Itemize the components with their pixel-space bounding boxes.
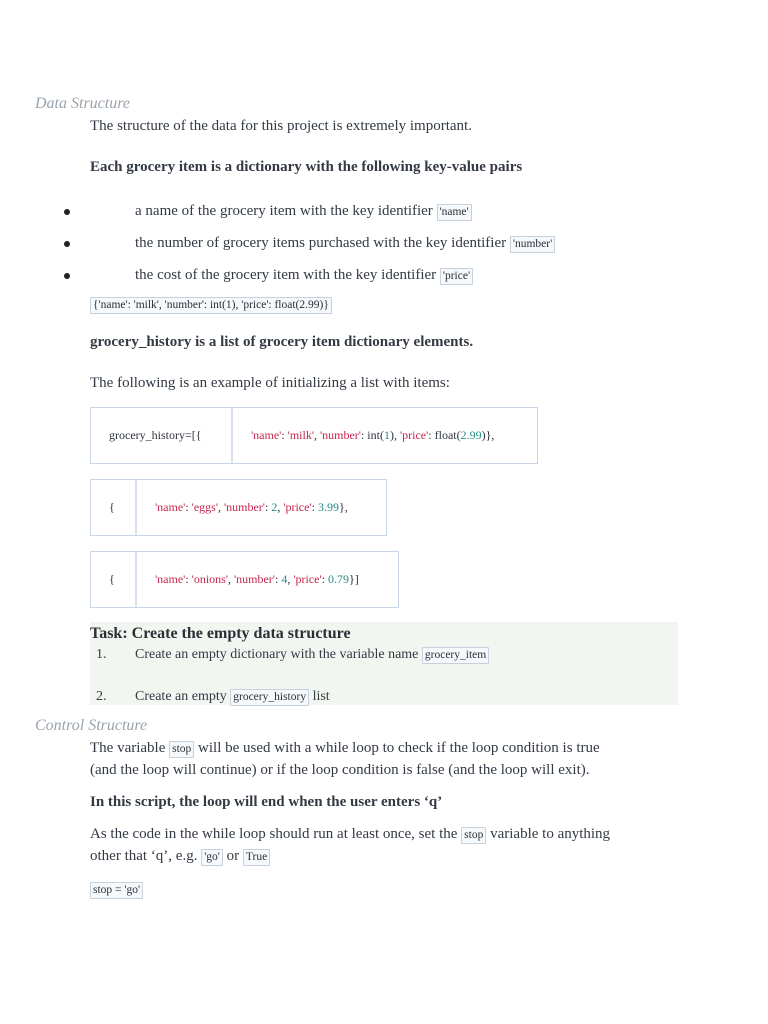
inline-code: 'number' — [510, 236, 555, 253]
inline-code: True — [243, 849, 270, 866]
code-row-rhs: 'name' : 'eggs' , 'number' : 2 , 'price' : 3.99 }, — [155, 500, 348, 514]
example-dict-code: {'name': 'milk', 'number': int(1), 'price': float(2.99)} — [90, 297, 332, 314]
task-step: Create an empty dictionary with the variable name grocery_item — [135, 647, 489, 664]
loop-end-heading: In this script, the loop will end when the user enters ‘q’ — [90, 794, 443, 810]
code-row-lhs: { — [91, 552, 137, 607]
bullet-text: the cost of the grocery item with the key identifier — [135, 267, 437, 283]
list-item — [0, 200, 768, 224]
inline-code: 'name' — [437, 204, 472, 221]
dictionary-heading: Each grocery item is a dictionary with the following key-value pairs — [90, 159, 523, 175]
code-row — [90, 479, 387, 536]
example-intro: The following is an example of initializing a list with items: — [90, 375, 450, 391]
control-paragraph-1-line-2: (and the loop will continue) or if the loop condition is false (and the loop will exit). — [90, 762, 590, 778]
section-heading-data-structure: Data Structure — [35, 95, 130, 112]
bullet-icon — [64, 241, 70, 247]
section-heading-control-structure: Control Structure — [35, 717, 148, 734]
control-paragraph-1: The variable stop will be used with a while loop to check if the loop condition is true — [90, 740, 600, 756]
inline-code: grocery_history — [230, 689, 309, 706]
control-paragraph-2: As the code in the while loop should run at least once, set the stop variable to anything — [90, 826, 611, 842]
inline-code: 'price' — [440, 268, 473, 285]
bullet-text: a name of the grocery item with the key identifier — [135, 203, 433, 219]
task-panel — [90, 622, 678, 705]
task-label: Task: — [90, 625, 128, 642]
inline-code: stop — [169, 741, 194, 758]
inline-code: grocery_item — [422, 647, 489, 664]
task-step-number: 1. — [96, 647, 107, 662]
code-row-rhs: 'name' : 'onions' , 'number' : 4 , 'price' : 0.79 }] — [155, 572, 359, 586]
code-row — [90, 551, 399, 608]
list-item — [0, 232, 768, 256]
inline-code: stop — [461, 827, 486, 844]
inline-code: 'go' — [201, 849, 223, 866]
bullet-icon — [64, 209, 70, 215]
code-row — [90, 407, 538, 464]
task-step-number: 2. — [96, 689, 107, 704]
bullet-text: the number of grocery items purchased with the key identifier — [135, 235, 507, 251]
intro-paragraph: The structure of the data for this project is extremely important. — [90, 118, 472, 134]
code-row-rhs: 'name' : 'milk' , 'number' : int( 1 ), 'price' : float( 2.99 )}, — [251, 428, 495, 442]
code-row-lhs: { — [91, 480, 137, 535]
code-row-lhs: grocery_history=[{ — [91, 408, 233, 463]
stop-example-code: stop = 'go' — [90, 882, 143, 899]
bullet-icon — [64, 273, 70, 279]
task-step: Create an empty grocery_history list — [135, 689, 330, 704]
history-heading: grocery_history is a list of grocery item dictionary elements. — [90, 334, 474, 350]
task-title: Create the empty data structure — [131, 625, 351, 642]
list-item — [0, 264, 768, 288]
control-paragraph-2-line-2: other that ‘q’, e.g. 'go' or True — [90, 845, 270, 867]
